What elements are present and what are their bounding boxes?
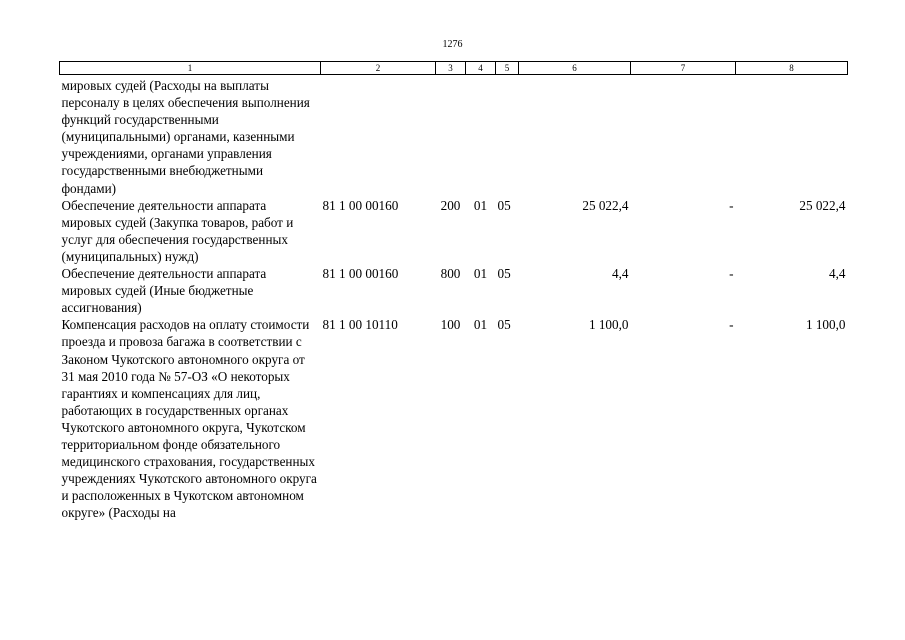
row-col4: 01 bbox=[473, 317, 488, 333]
row-col3: 200 bbox=[440, 197, 461, 213]
row-col7 bbox=[631, 75, 736, 197]
column-header-2: 2 bbox=[321, 62, 436, 75]
row-description: мировых судей (Расходы на выплаты персоналу в целях обеспечения выполнения функций государственными (муниципальными) органами, казенными учреждениями, органами управления государственными внебюджетными фондами) bbox=[61, 78, 310, 196]
column-header-7: 7 bbox=[631, 62, 736, 75]
row-col8: 25 022,4 bbox=[799, 197, 846, 213]
row-code: 81 1 00 00160 bbox=[322, 266, 399, 282]
row-col6: 25 022,4 bbox=[582, 197, 629, 213]
row-col3: 100 bbox=[440, 317, 461, 333]
column-header-8: 8 bbox=[736, 62, 848, 75]
row-col7: - bbox=[729, 317, 734, 333]
table-row bbox=[60, 75, 848, 197]
row-col6: 4,4 bbox=[612, 266, 629, 282]
row-col4: 01 bbox=[473, 197, 488, 213]
page-number: 1276 bbox=[442, 39, 463, 50]
table-row bbox=[60, 316, 848, 521]
column-header-4: 4 bbox=[466, 62, 496, 75]
row-col3 bbox=[436, 75, 466, 197]
row-col4 bbox=[466, 75, 496, 197]
row-col7: - bbox=[729, 266, 734, 282]
row-code: 81 1 00 10110 bbox=[322, 317, 398, 333]
row-col7: - bbox=[729, 197, 734, 213]
row-col5: 05 bbox=[497, 266, 511, 282]
row-col5: 05 bbox=[497, 317, 511, 333]
row-col6: 1 100,0 bbox=[588, 317, 629, 333]
row-col5: 05 bbox=[497, 197, 511, 213]
row-description: Обеспечение деятельности аппарата мировых судей (Закупка товаров, работ и услуг для обеспечения государственных (муниципальных) нужд) bbox=[61, 197, 294, 264]
row-col3: 800 bbox=[440, 266, 461, 282]
table-row bbox=[60, 265, 848, 316]
column-number-header bbox=[60, 62, 848, 75]
row-description: Обеспечение деятельности аппарата мировых судей (Иные бюджетные ассигнования) bbox=[61, 266, 267, 316]
row-col8: 1 100,0 bbox=[805, 317, 846, 333]
row-col6 bbox=[519, 75, 631, 197]
budget-table bbox=[59, 61, 848, 521]
column-header-6: 6 bbox=[519, 62, 631, 75]
column-header-3: 3 bbox=[436, 62, 466, 75]
row-code bbox=[321, 75, 436, 197]
row-col5 bbox=[496, 75, 519, 197]
row-description: Компенсация расходов на оплату стоимости проезда и провоза багажа в соответствии с Законом Чукотского автономного округа от 31 мая 2010 года № 57-ОЗ «О некоторых гарантиях и компенсациях для лиц, работающих в государственных органах Чукотского автономного округа, Чукотском территориальном фонде обязательного медицинского страхования, государственных учреждениях Чукотского автономного округа и расположенных в Чукотском автономном округе» (Расходы на bbox=[61, 317, 317, 521]
row-col8: 4,4 bbox=[829, 266, 846, 282]
table-row bbox=[60, 197, 848, 265]
row-code: 81 1 00 00160 bbox=[322, 197, 399, 213]
row-col4: 01 bbox=[473, 266, 488, 282]
column-header-5: 5 bbox=[496, 62, 519, 75]
row-col8 bbox=[736, 75, 848, 197]
column-header-1: 1 bbox=[60, 62, 321, 75]
